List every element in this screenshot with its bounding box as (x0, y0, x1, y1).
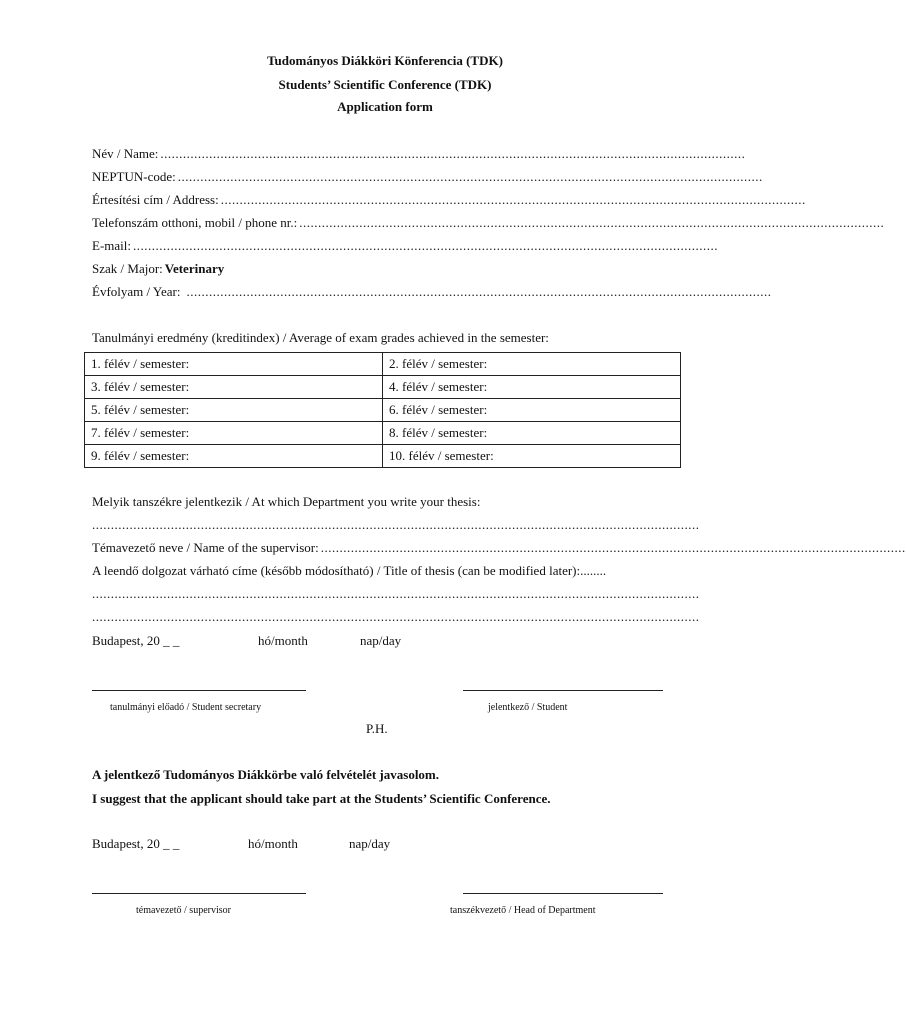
department-dotted-line[interactable]: .................................................................................................................................................................. (92, 517, 700, 532)
supervisor-signature-line[interactable] (92, 893, 306, 894)
semester-7-cell[interactable]: 7. félév / semester: (85, 422, 383, 445)
title-english: Students’ Scientific Conference (TDK) (278, 77, 492, 92)
year-dotted-line: ............................................................................................................................................................ (186, 284, 772, 299)
date-city-1: Budapest, 20 _ _ (92, 633, 180, 648)
date-month-2: hó/month (248, 836, 298, 851)
supervisor-dotted-line: ............................................................................................................................................................ (320, 540, 906, 555)
table-row (85, 353, 681, 376)
address-field[interactable] (92, 192, 806, 208)
semester-9-cell[interactable]: 9. félév / semester: (85, 445, 383, 468)
date-day-2: nap/day (349, 836, 391, 851)
year-field[interactable] (92, 284, 772, 300)
name-dotted-line: ............................................................................................................................................................ (160, 146, 746, 161)
head-of-department-signature-line[interactable] (463, 893, 663, 894)
head-of-department-caption: tanszékvezető / Head of Department (450, 905, 596, 916)
recommendation-hungarian: A jelentkező Tudományos Diákkörbe való felvételét javasolom. (92, 767, 440, 782)
email-label: E-mail: (92, 238, 131, 253)
table-row (85, 422, 681, 445)
table-row (85, 376, 681, 399)
name-label: Név / Name: (92, 146, 159, 161)
major-label: Szak / Major: (92, 261, 163, 276)
phone-field[interactable] (92, 215, 885, 231)
date-day-1: nap/day (360, 633, 402, 648)
neptun-label: NEPTUN-code: (92, 169, 176, 184)
thesis-title-dotted-line-1[interactable]: .................................................................................................................................................................. (92, 586, 700, 601)
year-label: Évfolyam / Year: (92, 284, 181, 299)
name-field[interactable] (92, 146, 746, 162)
supervisor-field[interactable] (92, 540, 906, 556)
address-label: Értesítési cím / Address: (92, 192, 219, 207)
thesis-title-dotted-line-2[interactable]: .................................................................................................................................................................. (92, 609, 700, 624)
form-subtitle: Application form (337, 99, 433, 114)
address-dotted-line: ............................................................................................................................................................ (220, 192, 806, 207)
title-hungarian: Tudományos Diákköri Könferencia (TDK) (267, 53, 503, 68)
thesis-title-label: A leendő dolgozat várható címe (később módosítható) / Title of thesis (can be modified later):........ (92, 563, 607, 578)
email-field[interactable] (92, 238, 718, 254)
student-secretary-signature-line[interactable] (92, 690, 306, 691)
table-row (85, 399, 681, 422)
supervisor-caption: témavezető / supervisor (136, 905, 231, 916)
table-row (85, 445, 681, 468)
neptun-dotted-line: ............................................................................................................................................................ (177, 169, 763, 184)
semester-2-cell[interactable]: 2. félév / semester: (383, 353, 681, 376)
phone-dotted-line: ............................................................................................................................................................ (299, 215, 885, 230)
date-month-1: hó/month (258, 633, 308, 648)
neptun-field[interactable] (92, 169, 763, 185)
semester-3-cell[interactable]: 3. félév / semester: (85, 376, 383, 399)
semester-5-cell[interactable]: 5. félév / semester: (85, 399, 383, 422)
department-label: Melyik tanszékre jelentkezik / At which Department you write your thesis: (92, 494, 481, 509)
student-secretary-caption: tanulmányi előadó / Student secretary (110, 702, 262, 713)
supervisor-label: Témavezető neve / Name of the supervisor: (92, 540, 319, 555)
recommendation-english: I suggest that the applicant should take part at the Students’ Scientific Conference. (92, 791, 551, 806)
grades-table (84, 352, 681, 468)
phone-label: Telefonszám otthoni, mobil / phone nr.: (92, 215, 298, 230)
student-signature-line[interactable] (463, 690, 663, 691)
semester-8-cell[interactable]: 8. félév / semester: (383, 422, 681, 445)
semester-6-cell[interactable]: 6. félév / semester: (383, 399, 681, 422)
stamp-label: P.H. (366, 721, 388, 736)
email-dotted-line: ............................................................................................................................................................ (133, 238, 718, 253)
major-field (92, 261, 666, 277)
date-city-2: Budapest, 20 _ _ (92, 836, 180, 851)
semester-10-cell[interactable]: 10. félév / semester: (383, 445, 681, 468)
major-value: Veterinary (164, 261, 225, 276)
grades-heading: Tanulmányi eredmény (kreditindex) / Average of exam grades achieved in the semester: (92, 330, 549, 345)
semester-4-cell[interactable]: 4. félév / semester: (383, 376, 681, 399)
student-caption: jelentkező / Student (488, 702, 568, 713)
semester-1-cell[interactable]: 1. félév / semester: (85, 353, 383, 376)
